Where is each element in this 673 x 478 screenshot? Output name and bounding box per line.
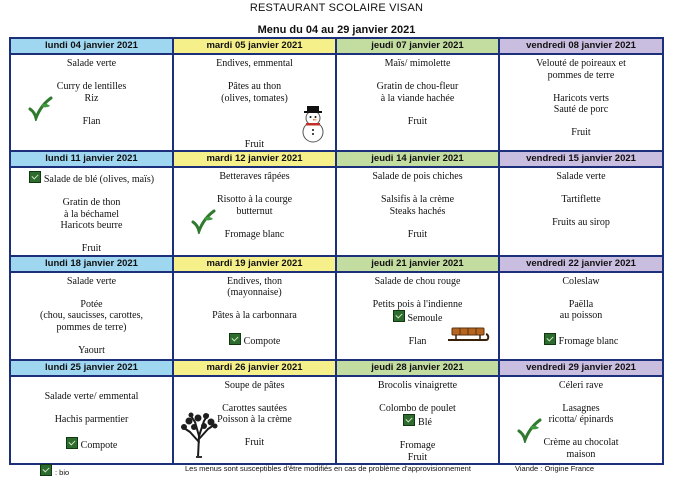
dish-spacer [337,104,498,116]
dish-name: Velouté de poireaux et [536,58,626,69]
day-menu-cell [10,167,173,256]
dish-line [337,81,498,93]
dish-name: Fromage [399,440,436,451]
dish-name: Brocolis vinaigrette [377,379,458,391]
dish-line [174,287,335,299]
dish-name: Compote [243,336,281,347]
dish-spacer [11,232,172,244]
dish-line [500,403,662,415]
dish-spacer [174,391,335,403]
dish-spacer [11,70,172,82]
dish-name: Fruits au sirop [552,217,610,228]
day-date-header: lundi 18 janvier 2021 [10,256,173,272]
dish-line [500,217,662,229]
dish-name: Haricots beurre [60,220,123,231]
dish-line [500,93,662,105]
dish-name: Curry de lentilles [56,81,127,92]
dish-line [337,414,498,429]
dish-line [337,440,498,452]
dish-spacer [337,429,498,441]
dish-line [11,345,172,357]
dish-line [11,310,172,322]
dish-name: Salade de chou rouge [374,275,461,287]
dish-name: Pâtes à la carbonnara [212,310,297,321]
tree-icon [180,412,218,462]
restaurant-title: RESTAURANT SCOLAIRE VISAN [249,2,424,14]
dish-line [500,127,662,139]
day-date-header: lundi 11 janvier 2021 [10,151,173,167]
dish-line [11,197,172,209]
dish-line [174,93,335,105]
menu-table [9,37,664,465]
dish-list [11,273,172,357]
dish-name: Potée [80,298,103,310]
day-date-header: mardi 19 janvier 2021 [173,256,336,272]
dish-line [11,414,172,426]
leaf-icon [27,95,53,125]
dish-line [500,380,662,392]
day-date-header: jeudi 21 janvier 2021 [336,256,499,272]
dish-name: Salade de blé (olives, maïs) [43,174,155,185]
dish-name: au poisson [559,310,603,321]
bio-logo-icon [403,414,415,426]
dish-name: Fruit [407,451,428,463]
dish-name: à la viande hachée [380,92,455,104]
dish-line [174,333,335,348]
dish-line [500,58,662,70]
dish-spacer [500,183,662,195]
dish-name: Céleri rave [558,379,604,391]
dish-name: Tartiflette [561,194,601,205]
dish-name: Lasagnes [562,402,600,414]
dish-line [500,276,662,288]
dish-line [500,171,662,183]
day-menu-cell [173,167,336,256]
bio-logo-icon [40,464,52,476]
dish-name: Fromage blanc [558,336,619,347]
week-header-row [10,256,663,272]
supply-notice: Les menus sont susceptibles d'être modifiés en cas de problème d'approvisionnement [185,464,471,473]
dish-line [337,380,498,392]
dish-spacer [337,183,498,195]
dish-list [337,377,498,464]
dish-line [500,104,662,116]
day-menu-cell [173,376,336,465]
dish-list [11,168,172,255]
dish-name: Salade verte/ emmental [44,391,139,402]
menu-period-title: Menu du 04 au 29 janvier 2021 [257,24,416,36]
dish-line [11,437,172,452]
dish-line [337,452,498,464]
dish-spacer [337,217,498,229]
dish-name: Fruit [244,437,265,448]
dish-name: Endives, emmental [216,58,293,69]
dish-spacer [500,391,662,403]
dish-line [337,58,498,70]
dish-spacer [500,81,662,93]
dish-line [11,220,172,232]
dish-name: Compote [80,440,118,451]
dish-line [337,194,498,206]
dish-name: Coleslaw [562,275,600,287]
dish-name: Blé [418,417,432,428]
dish-name: Carottes sautées [222,402,287,414]
dish-line [174,81,335,93]
dish-line [337,276,498,288]
dish-line [174,276,335,288]
bio-logo-icon [393,310,405,322]
dish-spacer [174,70,335,82]
dish-name: Fruit [244,138,265,150]
week-menu-row [10,376,663,465]
dish-line [11,171,172,186]
dish-spacer [11,186,172,198]
dish-spacer [500,287,662,299]
dish-name: à la béchamel [64,208,119,220]
dish-name: butternut [236,205,273,217]
day-date-header: vendredi 08 janvier 2021 [499,38,663,54]
dish-name: Crème au chocolat [543,437,619,448]
week-menu-row [10,272,663,360]
dish-line [174,380,335,392]
snowman-icon [297,105,329,147]
dish-spacer [11,426,172,438]
dish-name: Petits pois à l'indienne [372,298,463,310]
dish-line [337,171,498,183]
day-date-header: mardi 12 janvier 2021 [173,151,336,167]
dish-name: Riz [84,92,99,104]
dish-name: (chou, saucisses, carottes, [39,310,144,321]
dish-spacer [500,322,662,334]
dish-list [500,55,662,139]
dish-name: Paëlla [568,298,594,310]
dish-name: Maïs/ mimolette [384,58,451,69]
meat-origin-note: Viande : Origine France [515,464,595,473]
week-header-row [10,360,663,376]
dish-name: Salade verte [556,171,606,182]
bio-logo-icon [229,333,241,345]
dish-list [500,273,662,348]
dish-name: ricotta/ épinards [548,414,614,425]
dish-list [337,55,498,127]
week-header-row [10,151,663,167]
dish-name: Sauté de porc [553,104,609,115]
dish-name: Fruit [81,243,102,254]
day-menu-cell [10,54,173,151]
dish-name: Fruit [571,127,591,138]
dish-spacer [500,116,662,128]
dish-name: Endives, thon [227,275,282,287]
dish-line [337,229,498,241]
day-date-header: lundi 04 janvier 2021 [10,38,173,54]
day-date-header: lundi 25 janvier 2021 [10,360,173,376]
day-menu-cell [499,54,663,151]
dish-name: Gratin de chou-fleur [376,81,459,92]
bio-logo-icon [29,171,41,183]
dish-line [500,449,662,461]
dish-line [337,299,498,311]
dish-line [174,58,335,70]
dish-line [500,70,662,82]
day-date-header: jeudi 28 janvier 2021 [336,360,499,376]
bio-legend-label: : bio [55,468,70,477]
dish-list [174,273,335,348]
day-menu-cell [499,167,663,256]
dish-spacer [337,391,498,403]
day-menu-cell [336,272,499,360]
dish-line [337,403,498,415]
dish-list [500,168,662,229]
day-menu-cell [173,272,336,360]
dish-name: Haricots verts [553,92,609,104]
dish-name: Betteraves râpées [219,171,290,182]
dish-spacer [11,287,172,299]
day-menu-cell [173,54,336,151]
dish-line [11,243,172,255]
dish-line [11,276,172,288]
sled-icon [446,323,490,349]
dish-name: Salade verte [66,58,117,69]
dish-name: Steaks hachés [389,205,446,217]
dish-name: Fruit [407,228,428,240]
day-menu-cell [336,376,499,465]
dish-name: Soupe de pâtes [224,379,285,391]
dish-spacer [174,322,335,334]
dish-name: Yaourt [78,344,105,356]
dish-name: Pâtes au thon [227,81,282,92]
day-date-header: jeudi 14 janvier 2021 [336,151,499,167]
dish-line [500,299,662,311]
dish-line [174,310,335,322]
week-menu-row [10,167,663,256]
dish-name: Fromage blanc [224,228,285,240]
dish-name: Semoule [407,313,443,324]
dish-line [11,299,172,311]
dish-name: Flan [408,336,427,347]
dish-list [337,168,498,240]
dish-name: Salade de pois chiches [372,171,463,182]
dish-spacer [11,333,172,345]
leaf-icon [516,417,542,447]
dish-name: Fruit [407,115,428,127]
dish-spacer [337,287,498,299]
dish-name: pommes de terre) [56,321,127,333]
dish-name: maison [566,448,596,460]
day-menu-cell [336,167,499,256]
day-menu-cell [10,272,173,360]
bio-logo-icon [544,333,556,345]
day-date-header: jeudi 07 janvier 2021 [336,38,499,54]
dish-spacer [174,299,335,311]
day-menu-cell [499,376,663,465]
day-date-header: vendredi 22 janvier 2021 [499,256,663,272]
day-date-header: mardi 26 janvier 2021 [173,360,336,376]
bio-logo-icon [66,437,78,449]
dish-line [11,58,172,70]
dish-line [337,93,498,105]
day-menu-cell [499,272,663,360]
week-header-row [10,38,663,54]
dish-line [337,206,498,218]
dish-name: Salsifis à la crème [380,194,455,205]
dish-spacer [174,183,335,195]
day-date-header: vendredi 15 janvier 2021 [499,151,663,167]
dish-name: (mayonnaise) [227,287,282,298]
dish-line [174,171,335,183]
dish-spacer [11,403,172,415]
dish-name: Poisson à la crème [217,414,292,425]
dish-name: pommes de terre [547,69,615,81]
dish-name: Hachis parmentier [54,414,129,425]
dish-line [500,194,662,206]
day-menu-cell [336,54,499,151]
dish-line [11,391,172,403]
dish-line [174,194,335,206]
dish-line [11,209,172,221]
dish-name: Gratin de thon [62,197,121,208]
bio-legend [40,464,69,477]
dish-line [500,333,662,348]
dish-spacer [500,206,662,218]
day-menu-cell [10,376,173,465]
dish-spacer [337,70,498,82]
dish-line [11,322,172,334]
dish-name: Salade verte [66,275,117,287]
dish-name: Risotto à la courge [216,194,293,205]
dish-name: (olives, tomates) [221,92,288,104]
dish-line [500,310,662,322]
week-menu-row [10,54,663,151]
dish-line [337,116,498,128]
dish-spacer [11,380,172,392]
leaf-icon [190,208,216,238]
dish-name: Colombo de poulet [379,402,456,414]
day-date-header: vendredi 29 janvier 2021 [499,360,663,376]
day-date-header: mardi 05 janvier 2021 [173,38,336,54]
dish-list [11,377,172,452]
dish-line [11,81,172,93]
dish-name: Flan [82,115,101,127]
